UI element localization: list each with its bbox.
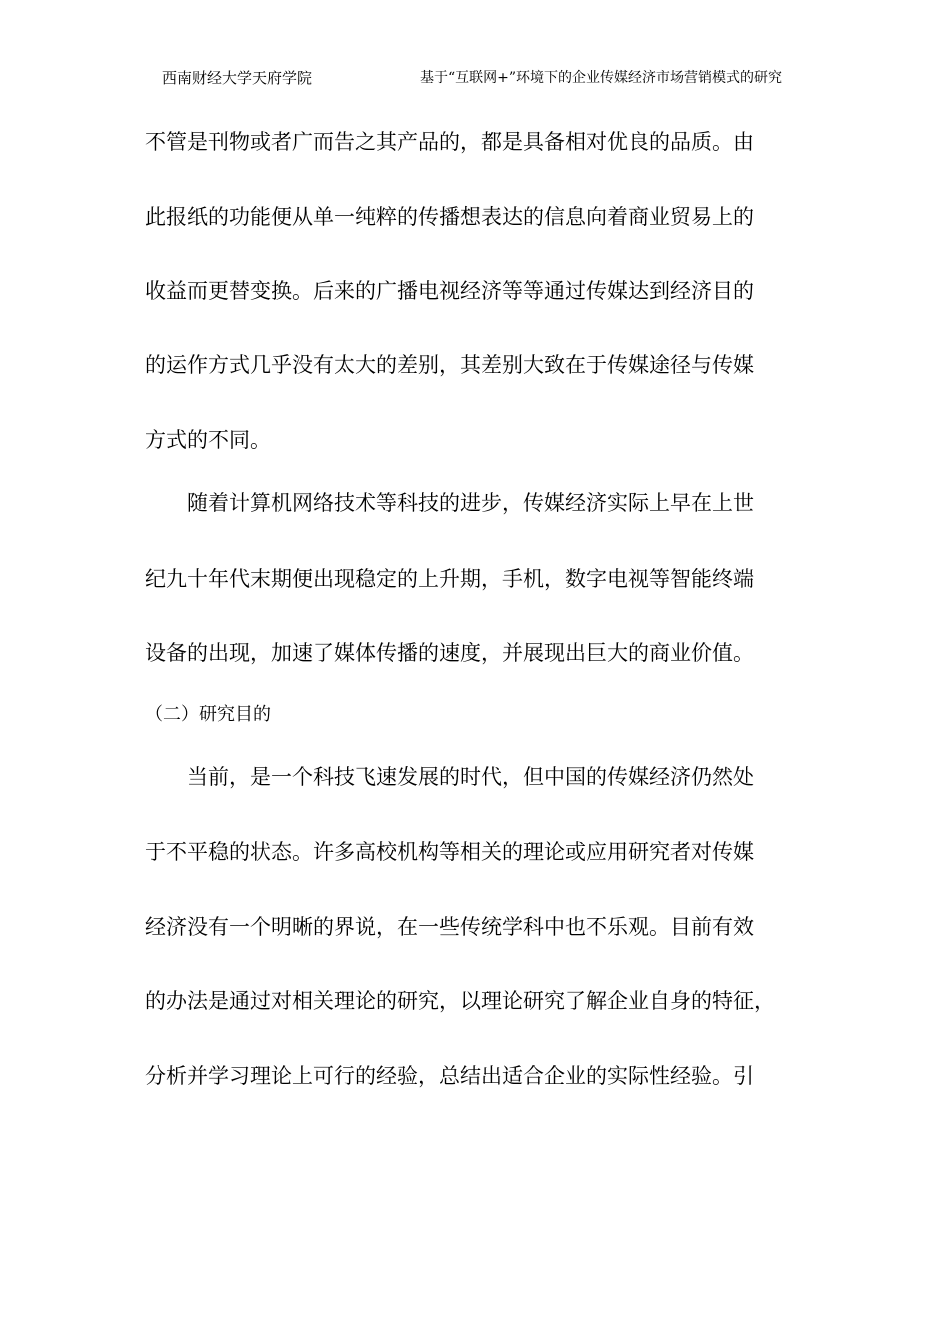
section-heading: （二）研究目的: [145, 704, 271, 725]
paragraph-line: 分析并学习理论上可行的经验，总结出适合企业的实际性经验。引: [145, 1064, 754, 1088]
paragraph-line: 纪九十年代末期便出现稳定的上升期，手机，数字电视等智能终端: [145, 567, 754, 591]
header-paper-title: 基于“互联网+”环境下的企业传媒经济市场营销模式的研究: [420, 70, 783, 86]
paragraph-line: 设备的出现，加速了媒体传播的速度，并展现出巨大的商业价值。: [145, 641, 754, 665]
paragraph-line: 的办法是通过对相关理论的研究，以理论研究了解企业自身的特征，: [145, 989, 775, 1013]
header-institution: 西南财经大学天府学院: [162, 69, 313, 87]
paragraph-line: 方式的不同。: [145, 428, 271, 452]
paragraph-line: 于不平稳的状态。许多高校机构等相关的理论或应用研究者对传媒: [145, 840, 754, 864]
paragraph-line: 随着计算机网络技术等科技的进步，传媒经济实际上早在上世: [145, 491, 754, 515]
paragraph-line: 经济没有一个明晰的界说，在一些传统学科中也不乐观。目前有效: [145, 915, 754, 939]
paragraph-line: 收益而更替变换。后来的广播电视经济等等通过传媒达到经济目的: [145, 279, 754, 303]
paragraph-line: 不管是刊物或者广而告之其产品的，都是具备相对优良的品质。由: [145, 130, 754, 154]
paragraph-line: 此报纸的功能便从单一纯粹的传播想表达的信息向着商业贸易上的: [145, 205, 754, 229]
paragraph-line: 的运作方式几乎没有太大的差别，其差别大致在于传媒途径与传媒: [145, 353, 754, 377]
paragraph-line: 当前，是一个科技飞速发展的时代，但中国的传媒经济仍然处: [145, 765, 754, 789]
